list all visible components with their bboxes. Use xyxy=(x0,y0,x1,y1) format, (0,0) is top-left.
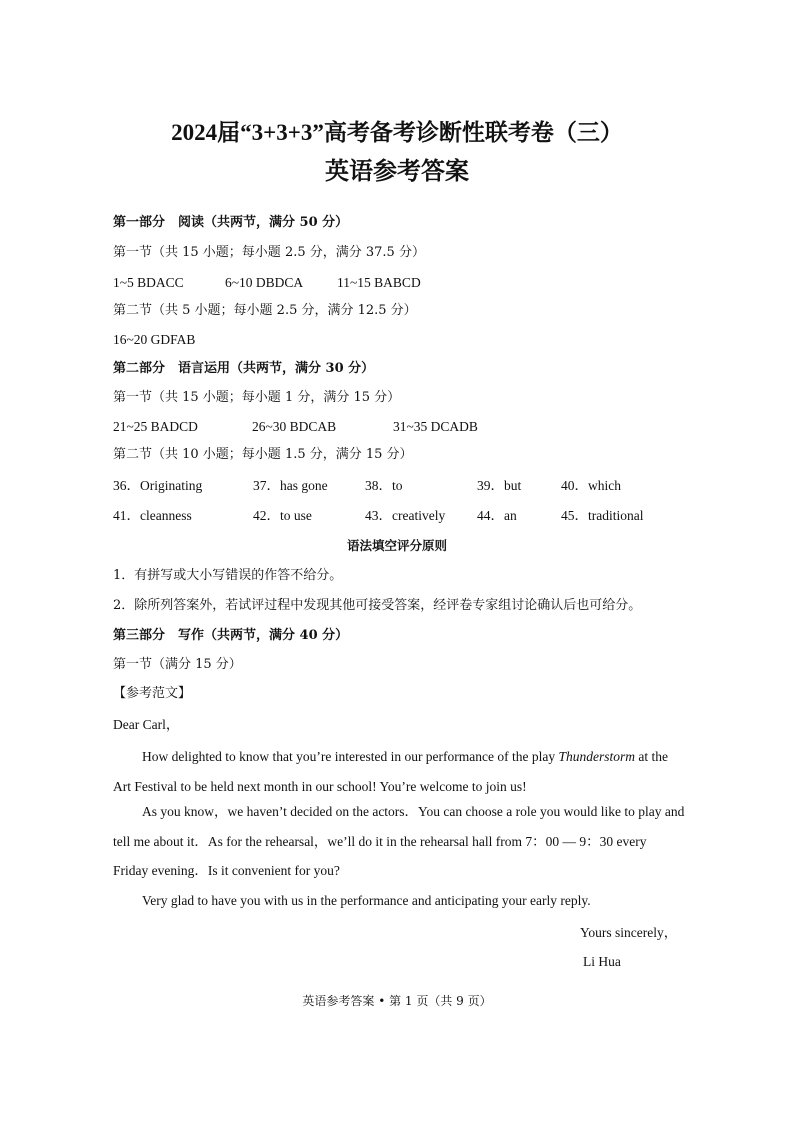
part1-section2-heading: 第二节（共 5 小题；每小题 2.5 分，满分 12.5 分） xyxy=(113,303,417,318)
part1-heading: 第一部分 阅读（共两节，满分 50 分） xyxy=(113,215,349,230)
grammar-rules-heading: 语法填空评分原则 xyxy=(346,538,447,553)
play-title: Thunderstorm xyxy=(558,749,636,764)
part2-section2-heading: 第二节（共 10 小题；每小题 1.5 分，满分 15 分） xyxy=(113,447,413,462)
letter-paragraph-1-end: at the Art Festival to be held next month in our school! You’re welcome to join us! xyxy=(113,749,669,794)
letter-paragraph-2: As you know，we haven’t decided on the actors．You can choose a role you would like to play and tell me about it．As for the rehearsal，we’ll do it in the rehearsal hall from 7：00 — 9：30 every Friday evening．Is it convenient for you? xyxy=(113,804,685,878)
letter-paragraph-3: Very glad to have you with us in the performance and anticipating your early reply. xyxy=(142,893,591,908)
answer-group-6-10: 6~10 DBDCA xyxy=(225,275,304,290)
letter-signature: Li Hua xyxy=(583,954,621,969)
answer-group-11-15: 11~15 BABCD xyxy=(337,275,421,290)
answer-group-1-5: 1~5 BDACC xyxy=(113,275,184,290)
answer-45: 45．traditional xyxy=(561,508,644,523)
grammar-rule-2: 2．除所列答案外，若试评过程中发现其他可接受答案，经评卷专家组讨论确认后也可给分。 xyxy=(113,598,642,613)
answer-group-31-35: 31~35 DCADB xyxy=(393,419,478,434)
answer-group-16-20: 16~20 GDFAB xyxy=(113,332,196,347)
letter-paragraph-1-start: How delighted to know that you’re interested in our performance of the play xyxy=(142,749,559,764)
page-footer: 英语参考答案 • 第 1 页（共 9 页） xyxy=(302,994,492,1008)
grammar-rule-1: 1．有拼写或大小写错误的作答不给分。 xyxy=(113,568,343,583)
document-title: 2024届“3+3+3”高考备考诊断性联考卷（三） xyxy=(171,120,623,145)
document-subtitle: 英语参考答案 xyxy=(325,156,469,185)
answer-38: 38．to xyxy=(365,478,403,493)
sample-essay-label: 【参考范文】 xyxy=(113,686,192,701)
answer-37: 37．has gone xyxy=(253,478,328,493)
answer-42: 42．to use xyxy=(253,508,312,523)
part3-heading: 第三部分 写作（共两节，满分 40 分） xyxy=(113,628,349,643)
answer-39: 39．but xyxy=(477,478,522,493)
letter-paragraph-1 xyxy=(113,742,685,801)
answer-40: 40．which xyxy=(561,478,621,493)
answer-44: 44．an xyxy=(477,508,517,523)
part3-section1-heading: 第一节（满分 15 分） xyxy=(113,657,242,672)
part2-section1-heading: 第一节（共 15 小题；每小题 1 分，满分 15 分） xyxy=(113,390,401,405)
answer-36: 36．Originating xyxy=(113,478,203,493)
answer-43: 43．creatively xyxy=(365,508,446,523)
part1-section1-heading: 第一节（共 15 小题；每小题 2.5 分，满分 37.5 分） xyxy=(113,245,425,260)
answer-41: 41．cleanness xyxy=(113,508,192,523)
answer-group-21-25: 21~25 BADCD xyxy=(113,419,198,434)
letter-closing: Yours sincerely， xyxy=(580,925,678,940)
letter-salutation: Dear Carl， xyxy=(113,717,180,732)
answer-group-26-30: 26~30 BDCAB xyxy=(252,419,337,434)
part2-heading: 第二部分 语言运用（共两节，满分 30 分） xyxy=(113,361,375,376)
